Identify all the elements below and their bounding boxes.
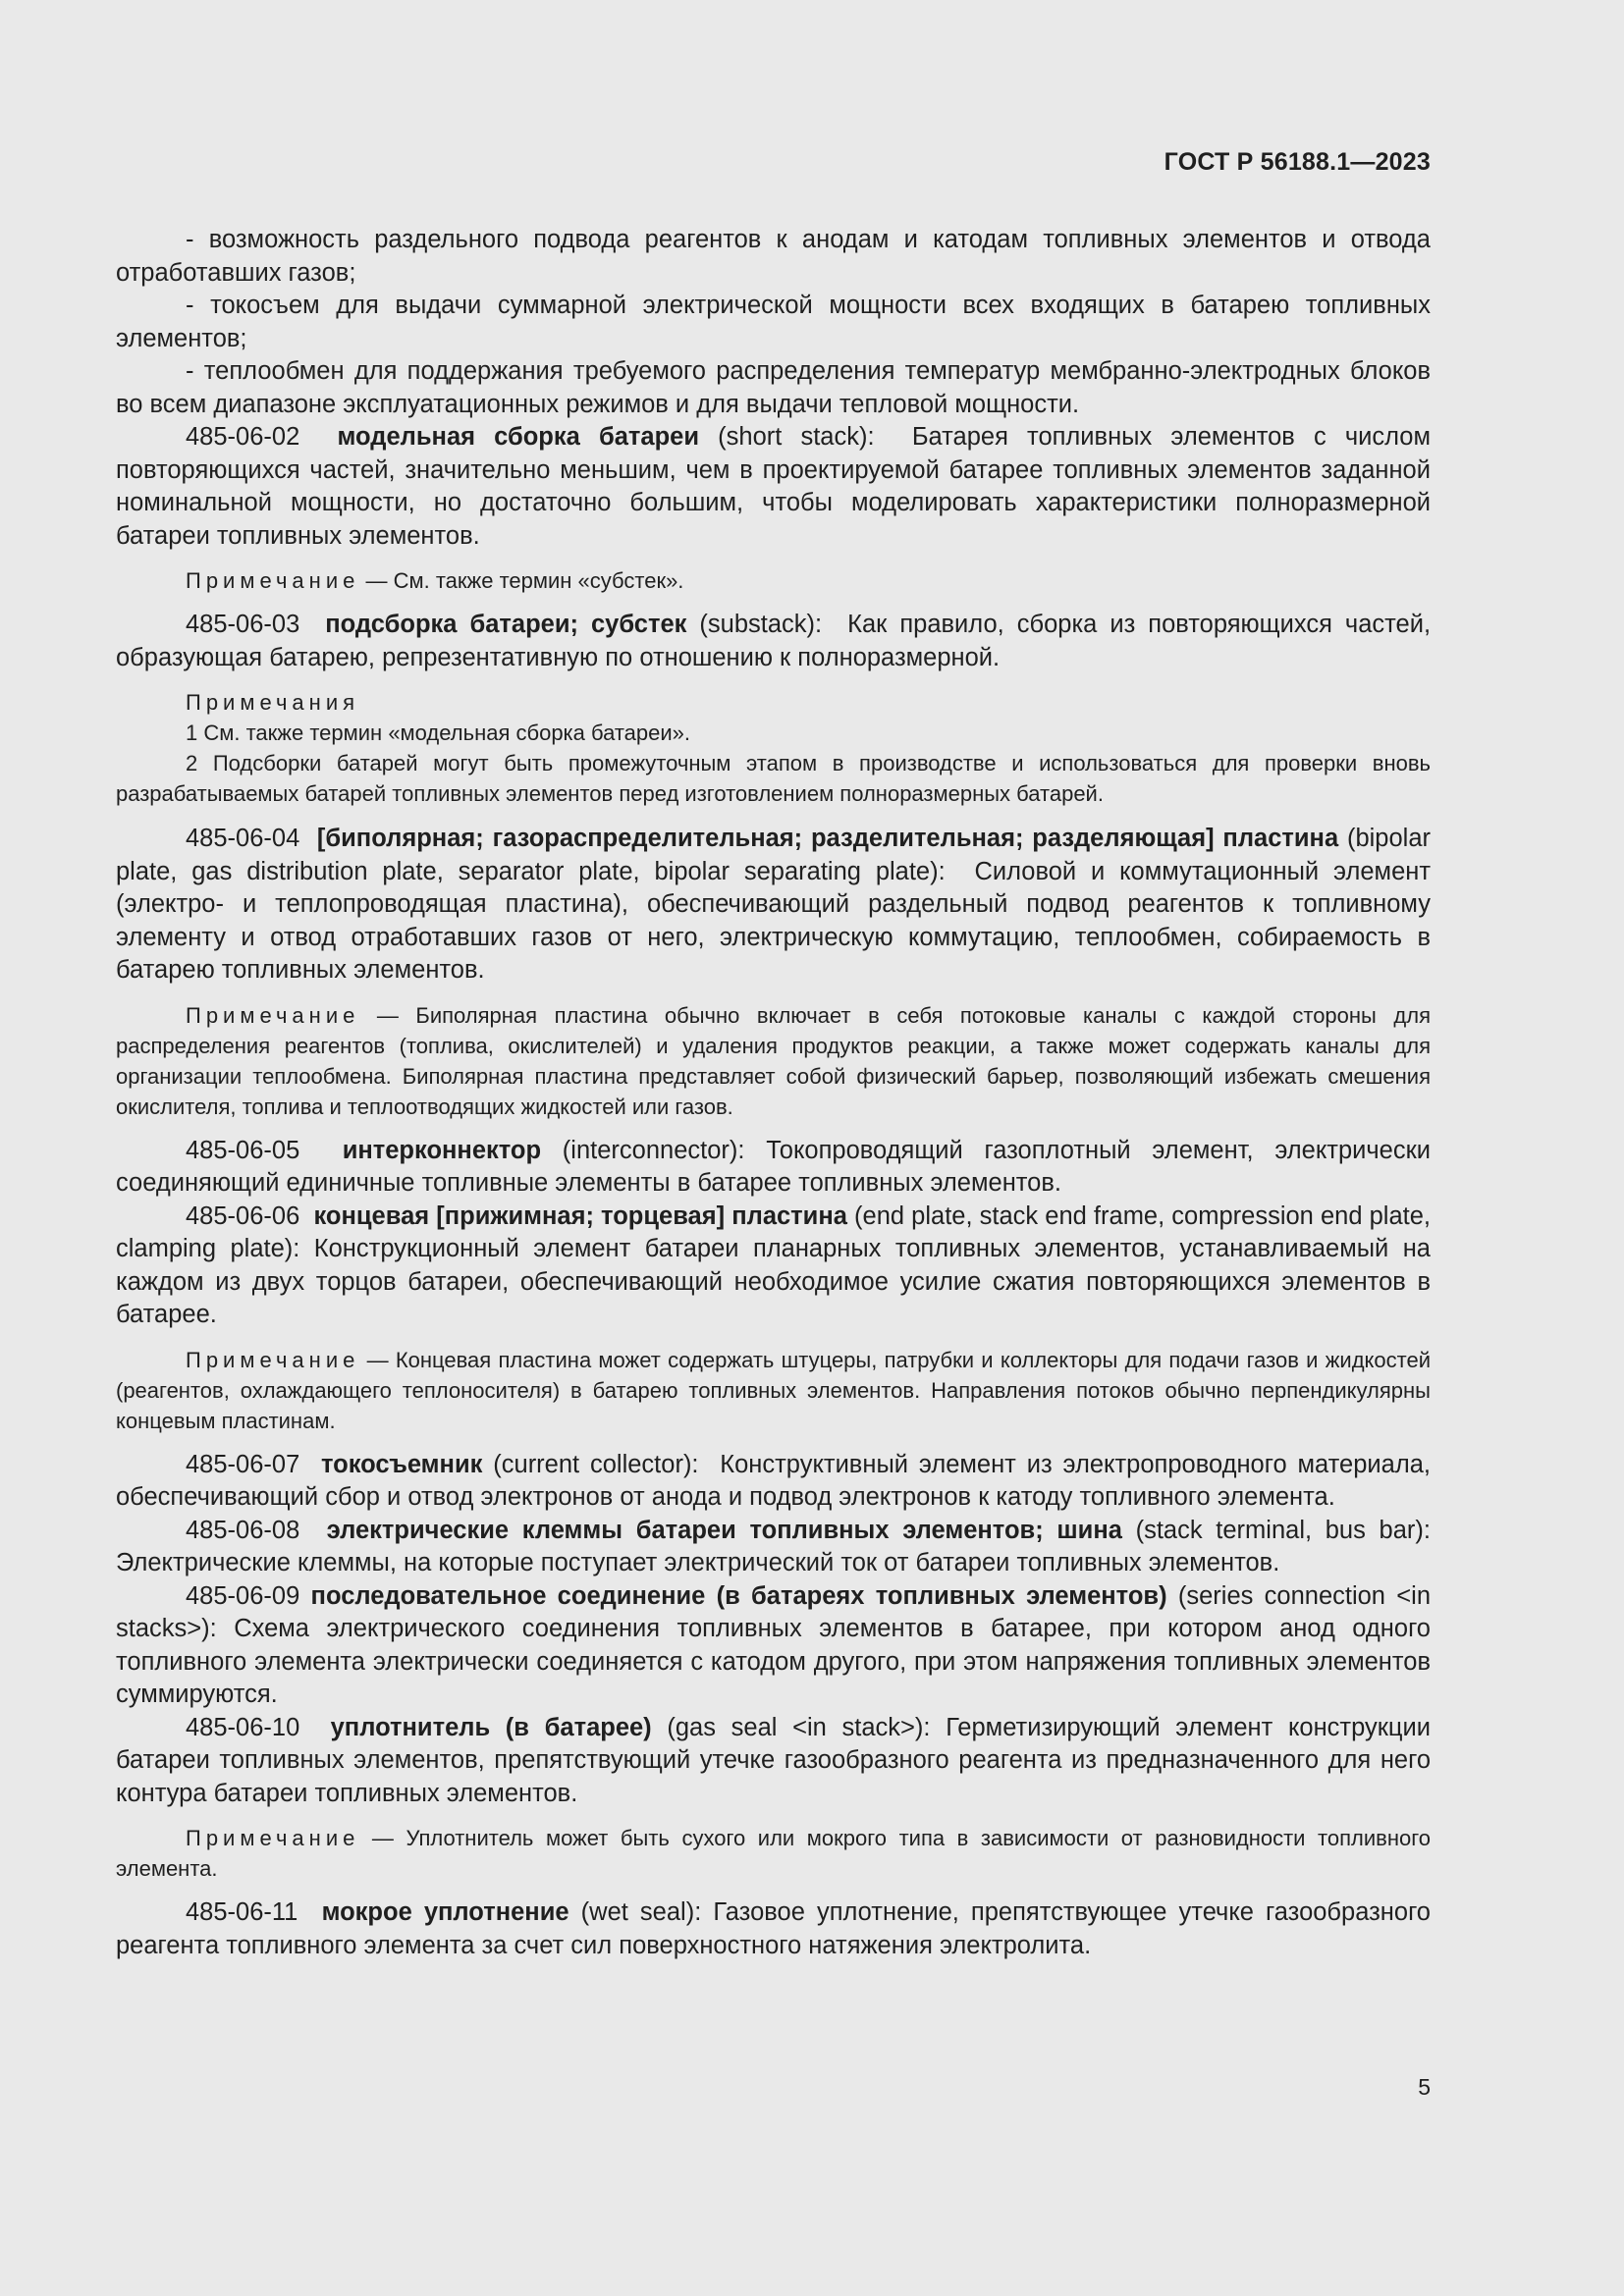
term-english: (series connection <in stacks>): bbox=[116, 1581, 1432, 1642]
term-definition: Батарея топливных элементов с числом повторяющихся частей, значительно меньшим, чем в проектируемой батарее топливных элементов заданной номинальной мощности, но достаточно большим, чтобы моделировать характеристики полноразмерной батареи топливных элементов. bbox=[116, 423, 1431, 550]
term-code: 485-06-07 bbox=[186, 1450, 300, 1478]
term-entry-485-06-08 bbox=[116, 1515, 1431, 1580]
term-name: модельная сборка батареи bbox=[337, 423, 699, 451]
term-name: интерконнектор bbox=[342, 1136, 542, 1164]
term-code: 485-06-06 bbox=[186, 1201, 300, 1230]
note bbox=[116, 1000, 1431, 1122]
term-code: 485-06-10 bbox=[186, 1713, 300, 1741]
note-item: 1 См. также термин «модельная сборка батареи». bbox=[186, 721, 691, 745]
term-english: (interconnector): bbox=[562, 1136, 745, 1164]
term-entry-485-06-11 bbox=[116, 1896, 1431, 1962]
term-entry-485-06-02 bbox=[116, 421, 1431, 553]
term-entry-485-06-09 bbox=[116, 1580, 1431, 1712]
term-english: (short stack): bbox=[718, 423, 875, 451]
term-definition: Газовое уплотнение, препятствующее утечке газообразного реагента топливного элемента за счет сил поверхностного натяжения электролита. bbox=[116, 1898, 1431, 1959]
term-english: (gas seal <in stack>): bbox=[667, 1713, 931, 1741]
term-code: 485-06-03 bbox=[186, 611, 300, 638]
term-english: (bipolar plate, gas distribution plate, separator plate, bipolar separating plate): bbox=[116, 825, 1431, 885]
term-name: подсборка батареи; субстек bbox=[325, 611, 687, 638]
standard-code-header: ГОСТ Р 56188.1—2023 bbox=[1164, 148, 1431, 176]
term-english: (stack terminal, bus bar): bbox=[1135, 1516, 1431, 1544]
note bbox=[116, 1345, 1431, 1436]
term-english: (substack): bbox=[699, 611, 823, 638]
term-english: (current collector): bbox=[493, 1450, 699, 1478]
note-label: Примечание bbox=[186, 1002, 360, 1028]
page-number: 5 bbox=[1418, 2074, 1431, 2100]
document-body bbox=[116, 224, 1431, 1962]
term-entry-485-06-10 bbox=[116, 1712, 1431, 1811]
note-item: 2 Подсборки батарей могут быть промежуточным этапом в производстве и использоваться для проверки вновь разрабатываемых батарей топливных элементов перед изготовлением полноразмерных батарей. bbox=[116, 751, 1431, 806]
notes-label: Примечания bbox=[186, 690, 360, 715]
note-text: — Концевая пластина может содержать штуцеры, патрубки и коллекторы для подачи газов и жидкостей (реагентов, охлаждающего теплоносителя) в батарею топливных элементов. Направления потоков обычно перпендикулярны концевым пластинам. bbox=[116, 1347, 1431, 1433]
note-label: Примечание bbox=[186, 1347, 360, 1372]
term-name: [биполярная; газораспределительная; разделительная; разделяющая] пластина bbox=[316, 825, 1339, 852]
term-name: токосъемник bbox=[321, 1450, 483, 1478]
note-label: Примечание bbox=[186, 568, 360, 593]
term-code: 485-06-11 bbox=[186, 1898, 298, 1926]
term-name: электрические клеммы батареи топливных элементов; шина bbox=[326, 1516, 1122, 1544]
term-english: (end plate, stack end frame, compression end plate, clamping plate): bbox=[116, 1201, 1431, 1262]
term-entry-485-06-06 bbox=[116, 1201, 1431, 1332]
note-label: Примечание bbox=[186, 1826, 360, 1850]
term-entry-485-06-07 bbox=[116, 1449, 1431, 1515]
term-definition: Конструкционный элемент батареи планарных топливных элементов, устанавливаемый на каждом из двух торцов батареи, обеспечивающий необходимое усилие сжатия повторяющихся элементов в батарее. bbox=[116, 1235, 1431, 1328]
term-definition: Электрические клеммы, на которые поступает электрический ток от батареи топливных элементов. bbox=[116, 1549, 1280, 1576]
term-code: 485-06-04 bbox=[186, 825, 300, 852]
bullet-item: - возможность раздельного подвода реагентов к анодам и катодам топливных элементов и отвода отработавших газов; bbox=[116, 226, 1431, 287]
note-text: — См. также термин «субстек». bbox=[365, 568, 684, 593]
note-text: — Уплотнитель может быть сухого или мокрого типа в зависимости от разновидности топливного элемента. bbox=[116, 1826, 1431, 1881]
term-name: уплотнитель (в батарее) bbox=[330, 1713, 652, 1741]
term-entry-485-06-04 bbox=[116, 823, 1431, 988]
term-name: мокрое уплотнение bbox=[321, 1898, 569, 1926]
term-english: (wet seal): bbox=[580, 1898, 702, 1926]
term-definition: Токопроводящий газоплотный элемент, электрически соединяющий единичные топливные элементы в батарее топливных элементов. bbox=[116, 1136, 1431, 1197]
term-definition: Как правило, сборка из повторяющихся частей, образующая батарею, репрезентативную по отношению к полноразмерной. bbox=[116, 611, 1432, 671]
note-text: — Биполярная пластина обычно включает в себя потоковые каналы с каждой стороны для распределения реагентов (топлива, окислителей) и удаления продуктов реакции, а также может содержать каналы для организации теплообмена. Биполярная пластина представляет собой физический барьер, позволяющий избежать смешения окислителя, топлива и теплоотводящих жидкостей или газов. bbox=[116, 1002, 1431, 1119]
term-code: 485-06-05 bbox=[186, 1136, 300, 1164]
term-code: 485-06-02 bbox=[186, 423, 300, 451]
term-entry-485-06-03 bbox=[116, 609, 1431, 674]
bullet-item: - теплообмен для поддержания требуемого распределения температур мембранно-электродных блоков во всем диапазоне эксплуатационных режимов и для выдачи тепловой мощности. bbox=[116, 357, 1431, 418]
term-definition: Конструктивный элемент из электропроводного материала, обеспечивающий сбор и отвод электронов от анода и подвод электронов к катоду топливного элемента. bbox=[116, 1450, 1431, 1511]
term-definition: Герметизирующий элемент конструкции батареи топливных элементов, препятствующий утечке газообразного реагента из предназначенного для него контура батареи топливных элементов. bbox=[116, 1713, 1432, 1807]
term-code: 485-06-08 bbox=[186, 1516, 300, 1544]
bullet-item: - токосъем для выдачи суммарной электрической мощности всех входящих в батарею топливных элементов; bbox=[116, 292, 1431, 352]
term-entry-485-06-05 bbox=[116, 1135, 1431, 1201]
note bbox=[116, 1823, 1431, 1884]
term-name: последовательное соединение (в батареях топливных элементов) bbox=[310, 1581, 1167, 1610]
term-definition: Силовой и коммутационный элемент (электро- и теплопроводящая пластина), обеспечивающий раздельный подвод реагентов к топливному элементу и отвод отработавших газов от него, электрическую коммутацию, теплообмен, собираемость в батарею топливных элементов. bbox=[116, 857, 1432, 984]
term-code: 485-06-09 bbox=[186, 1581, 300, 1610]
term-definition: Схема электрического соединения топливных элементов в батарее, при котором анод одного топливного элемента электрически соединяется с катодом другого, при этом напряжения топливных элементов суммируются. bbox=[116, 1615, 1431, 1708]
note bbox=[116, 565, 1431, 596]
term-name: концевая [прижимная; торцевая] пластина bbox=[313, 1201, 847, 1230]
